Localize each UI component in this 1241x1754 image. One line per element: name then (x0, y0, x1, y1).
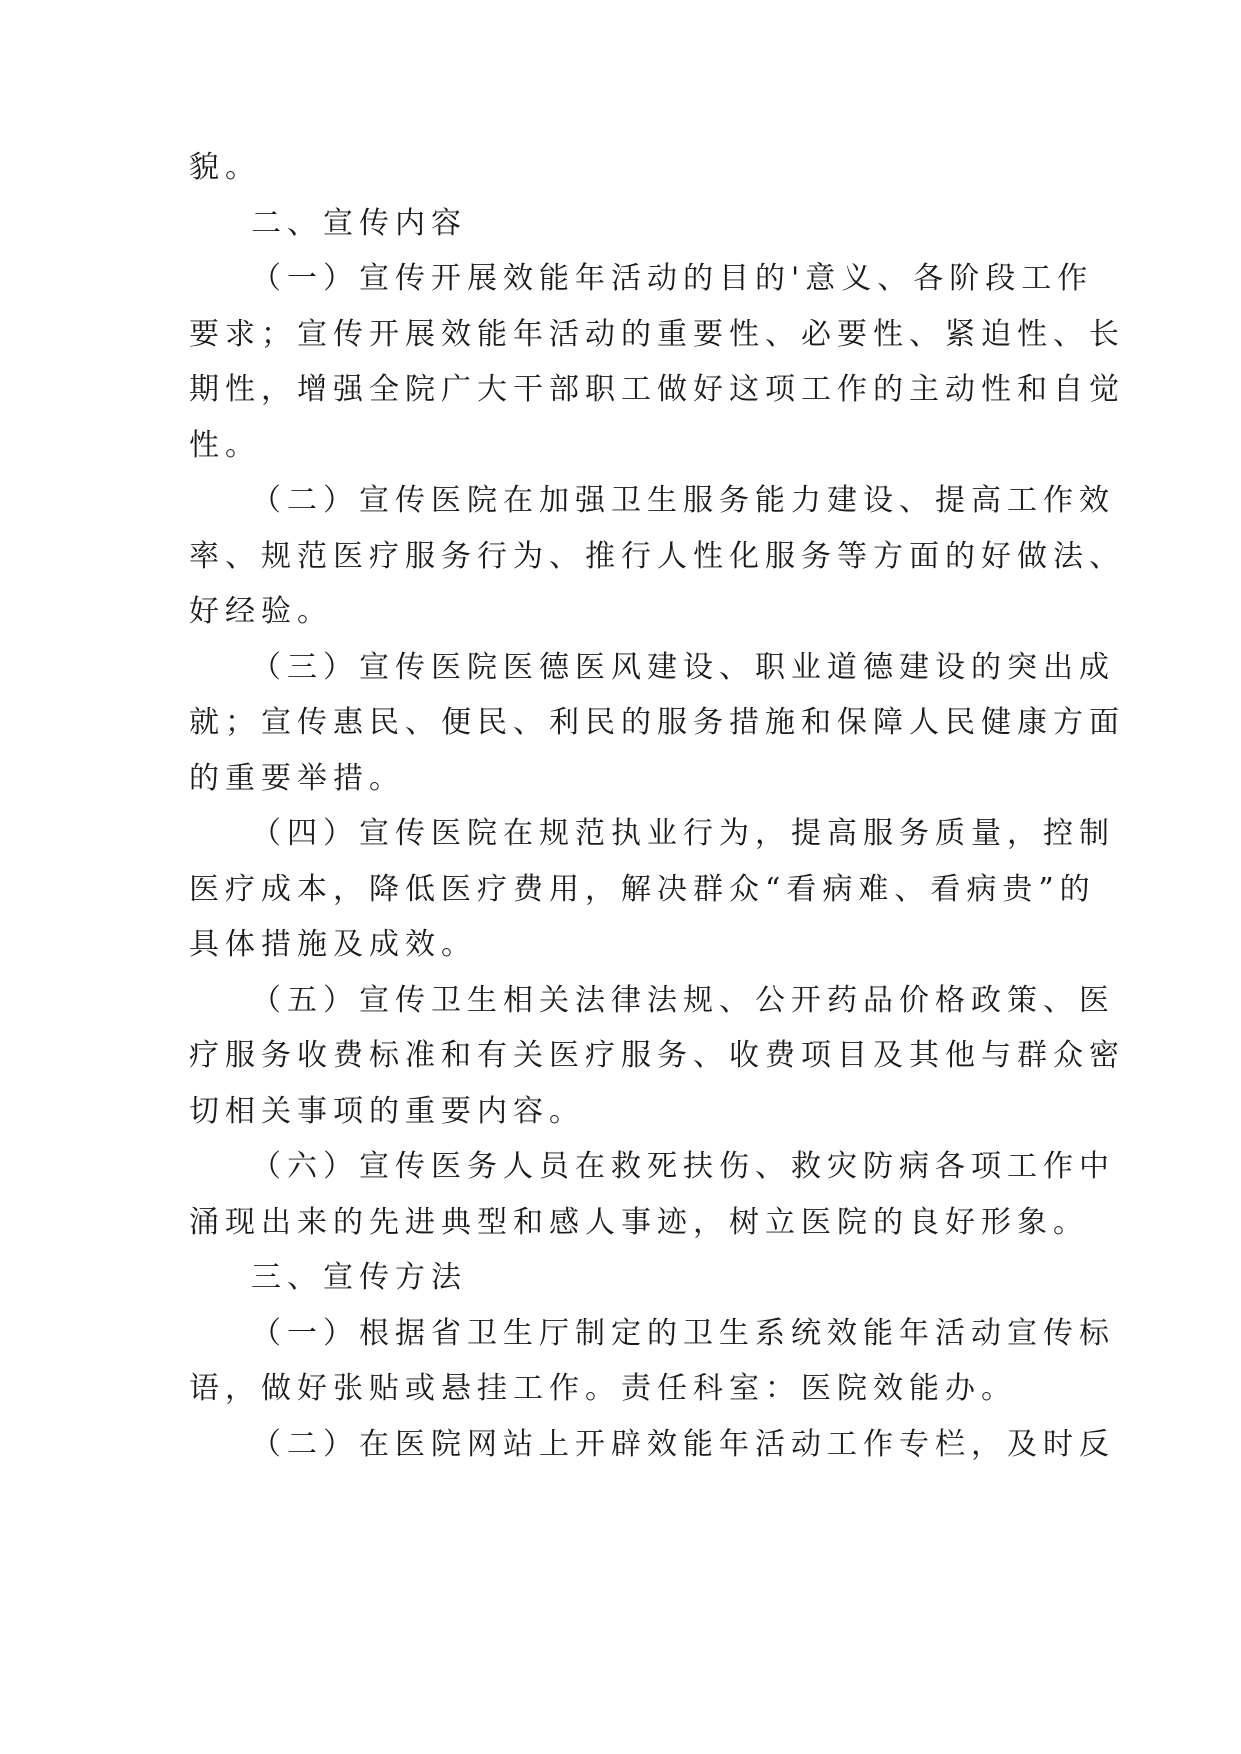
paragraph-line: （一）根据省卫生厅制定的卫生系统效能年活动宣传标 (251, 1316, 1115, 1351)
section-heading: 二、宣传内容 (251, 206, 467, 241)
paragraph-line: （一）宣传开展效能年活动的目的'意义、各阶段工作 (251, 261, 1094, 296)
paragraph-line: （二）在医院网站上开辟效能年活动工作专栏，及时反 (251, 1427, 1115, 1462)
paragraph-line: 率、规范医疗服务行为、推行人性化服务等方面的好做法、 (189, 539, 1125, 574)
paragraph-line: 要求；宣传开展效能年活动的重要性、必要性、紧迫性、长 (189, 317, 1125, 352)
paragraph-line: （六）宣传医务人员在救死扶伤、救灾防病各项工作中 (251, 1149, 1115, 1184)
paragraph-line: 医疗成本，降低医疗费用，解决群众“看病难、看病贵”的 (189, 872, 1096, 907)
paragraph-line: 语，做好张贴或悬挂工作。责任科室：医院效能办。 (189, 1371, 1017, 1406)
paragraph-line: （五）宣传卫生相关法律法规、公开药品价格政策、医 (251, 983, 1115, 1018)
paragraph-line: 切相关事项的重要内容。 (189, 1094, 585, 1129)
paragraph-line: 涌现出来的先进典型和感人事迹，树立医院的良好形象。 (189, 1205, 1089, 1240)
section-heading: 三、宣传方法 (251, 1260, 467, 1295)
paragraph-line: 疗服务收费标准和有关医疗服务、收费项目及其他与群众密 (189, 1038, 1125, 1073)
paragraph-line: 期性，增强全院广大干部职工做好这项工作的主动性和自觉 (189, 372, 1125, 407)
paragraph-line: （四）宣传医院在规范执业行为，提高服务质量，控制 (251, 816, 1115, 851)
paragraph-line: 具体措施及成效。 (189, 927, 477, 962)
paragraph-line: （三）宣传医院医德医风建设、职业道德建设的突出成 (251, 650, 1115, 685)
paragraph-line: 好经验。 (189, 594, 333, 629)
paragraph-line: 就；宣传惠民、便民、利民的服务措施和保障人民健康方面 (189, 705, 1125, 740)
text-line: 貌。 (189, 150, 261, 185)
paragraph-line: （二）宣传医院在加强卫生服务能力建设、提高工作效 (251, 483, 1115, 518)
paragraph-line: 性。 (189, 428, 261, 463)
paragraph-line: 的重要举措。 (189, 761, 405, 796)
